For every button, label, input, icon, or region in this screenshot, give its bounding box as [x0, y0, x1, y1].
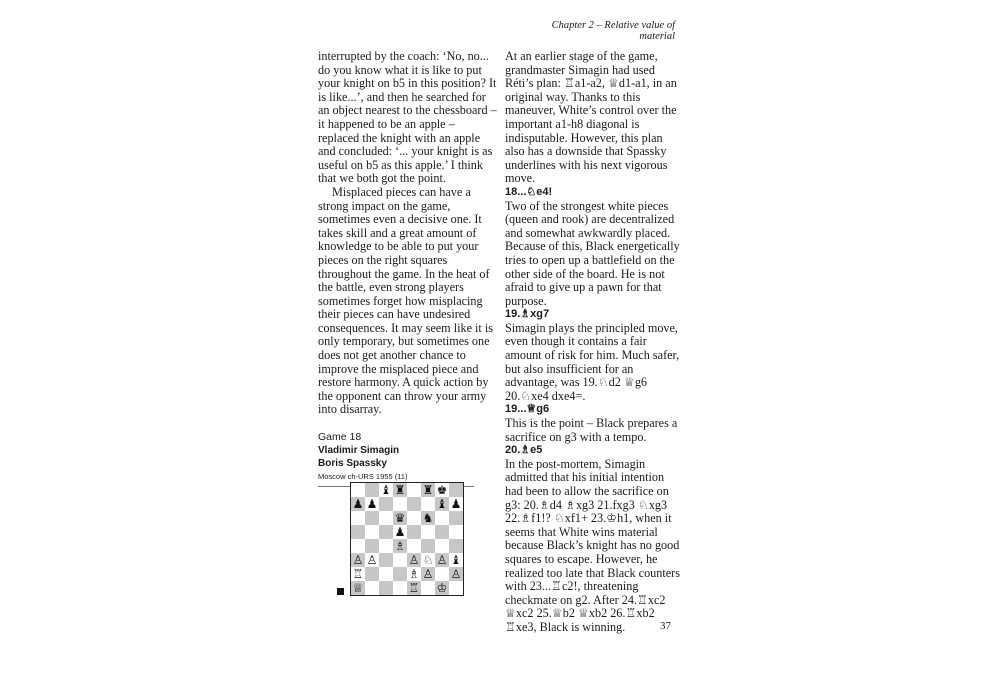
event-info: Moscow ch-URS 1955 (11) [318, 472, 408, 482]
black-player: Boris Spassky [318, 458, 387, 470]
board-square: ♗ [394, 539, 406, 553]
paragraph: Two of the strongest white pieces (queen and rook) are decentralized and somewhat awkwardly placed. Because of this, Black energetically tries to open up a battlefield on the other side of the board. He is not afraid to give up a pawn for that purpose. [505, 198, 680, 308]
black-to-move-icon [337, 588, 344, 595]
board-square [407, 539, 421, 553]
paragraph: This is the point – Black prepares a sacrifice on g3 with a tempo. [505, 416, 678, 444]
board-square: ♔ [436, 581, 448, 595]
board-square: ♙ [436, 553, 448, 567]
board-square: ♟ [352, 497, 364, 511]
board-square: ♙ [366, 553, 378, 567]
board-square [407, 511, 421, 525]
board-square [449, 511, 463, 525]
board-square [393, 567, 407, 581]
paragraph: Misplaced pieces can have a strong impact on the game, sometimes even a decisive one. It takes skill and a great amount of knowledge to be able to put your pieces on the right squares throughout the game. In the heat of the battle, even strong players sometimes forget how misplacing their pieces can have undesired consequences. It may seem like it is only temporary, but sometimes one does not get another chance to improve the misplaced piece and restore harmony. A quick action by the opponent can throw your army into disarray. [318, 184, 493, 417]
board-square: ♜ [394, 483, 406, 497]
page-number: 37 [660, 620, 671, 632]
board-square: ♕ [352, 581, 364, 595]
board-square [393, 497, 407, 511]
board-square [365, 539, 379, 553]
board-square: ♜ [422, 483, 434, 497]
board-square [379, 553, 393, 567]
board-square: ♟ [394, 525, 406, 539]
chess-diagram [350, 482, 464, 596]
board-square: ♙ [422, 567, 434, 581]
board-square [435, 567, 449, 581]
game-heading [318, 431, 498, 487]
board-square: ♗ [408, 567, 420, 581]
board-square [393, 581, 407, 595]
board-square [407, 483, 421, 497]
board-square [379, 539, 393, 553]
paragraph: Simagin plays the principled move, even though it contains a fair amount of risk for him. Much safer, but also insufficient for an advantage, was 19.♘d2 ♕g6 20.♘xe4 dxe4=. [505, 320, 680, 403]
board-square [379, 497, 393, 511]
board-square [449, 581, 463, 595]
board-square [421, 581, 435, 595]
paragraph: In the post-mortem, Simagin admitted that his initial intention had been to allow the sacrifice on g3: 20.♗d4 ♗xg3 21.fxg3 ♘xg3 22.♗f1!? ♘xf1+ 23.♔h1, when it seems that White wins material because Black’s knight has no good squares to escape. However, he realized too late that Black counters with 23...♖c2!, threatening checkmate on g2. After 24.♖xc2 ♕xc2 25.♕b2 ♕xb2 26.♖xb2 ♖xe3, Black is winning. [505, 456, 680, 634]
board-square [435, 539, 449, 553]
paragraph: At an earlier stage of the game, grandmaster Simagin had used Réti’s plan: ♖a1-a2, ♕d1-a1, in an original way. Thanks to this maneuver, White’s control over the important a1-h8 diagonal is indisputable. However, this plan also has a downside that Spassky underlines with his next vigorous move. [505, 49, 677, 186]
move-notation: 19.♗xg7 [505, 308, 550, 321]
board-square: ♝ [380, 483, 392, 497]
game-number: Game 18 [318, 431, 362, 444]
board-square [351, 511, 365, 525]
board-square [365, 511, 379, 525]
board-square [435, 525, 449, 539]
board-square [365, 483, 379, 497]
board-square: ♘ [422, 553, 434, 567]
board-square: ♝ [450, 553, 462, 567]
board-square [449, 483, 463, 497]
left-column [318, 50, 498, 487]
board-square [379, 567, 393, 581]
chess-board [351, 483, 463, 595]
board-square: ♙ [450, 567, 462, 581]
board-square: ♚ [436, 483, 448, 497]
board-square [351, 483, 365, 497]
board-square: ♞ [422, 511, 434, 525]
paragraph: interrupted by the coach: ‘No, no... do you know what it is like to put your knight on b5 in this position? It is like...’, and then he searched for an object nearest to the chessboard – it happened to be an apple – replaced the knight with an apple and concluded: ‘... your knight is as useful on b5 as this apple.’ I think that we both got the point. [318, 49, 497, 186]
move-notation: 19...♕g6 [505, 403, 550, 416]
board-square: ♛ [394, 511, 406, 525]
board-square [435, 511, 449, 525]
board-square [449, 525, 463, 539]
board-square [365, 567, 379, 581]
board-square: ♖ [352, 567, 364, 581]
board-square [379, 581, 393, 595]
board-square [351, 525, 365, 539]
right-column [505, 50, 683, 635]
board-square [365, 581, 379, 595]
board-square: ♟ [366, 497, 378, 511]
board-square [393, 553, 407, 567]
board-square [407, 525, 421, 539]
board-square: ♙ [408, 553, 420, 567]
board-square [407, 497, 421, 511]
board-square: ♝ [436, 497, 448, 511]
board-square [379, 511, 393, 525]
move-notation: 18...♘e4! [505, 185, 553, 198]
board-square [351, 539, 365, 553]
board-square: ♖ [408, 581, 420, 595]
white-player: Vladimir Simagin [318, 445, 400, 457]
board-square [379, 525, 393, 539]
board-square [449, 539, 463, 553]
board-square: ♙ [352, 553, 364, 567]
board-square [421, 497, 435, 511]
move-notation: 20.♗e5 [505, 444, 543, 457]
board-square: ♟ [450, 497, 462, 511]
board-square [421, 525, 435, 539]
board-square [421, 539, 435, 553]
running-header: Chapter 2 – Relative value of material [551, 20, 675, 42]
board-square [365, 525, 379, 539]
